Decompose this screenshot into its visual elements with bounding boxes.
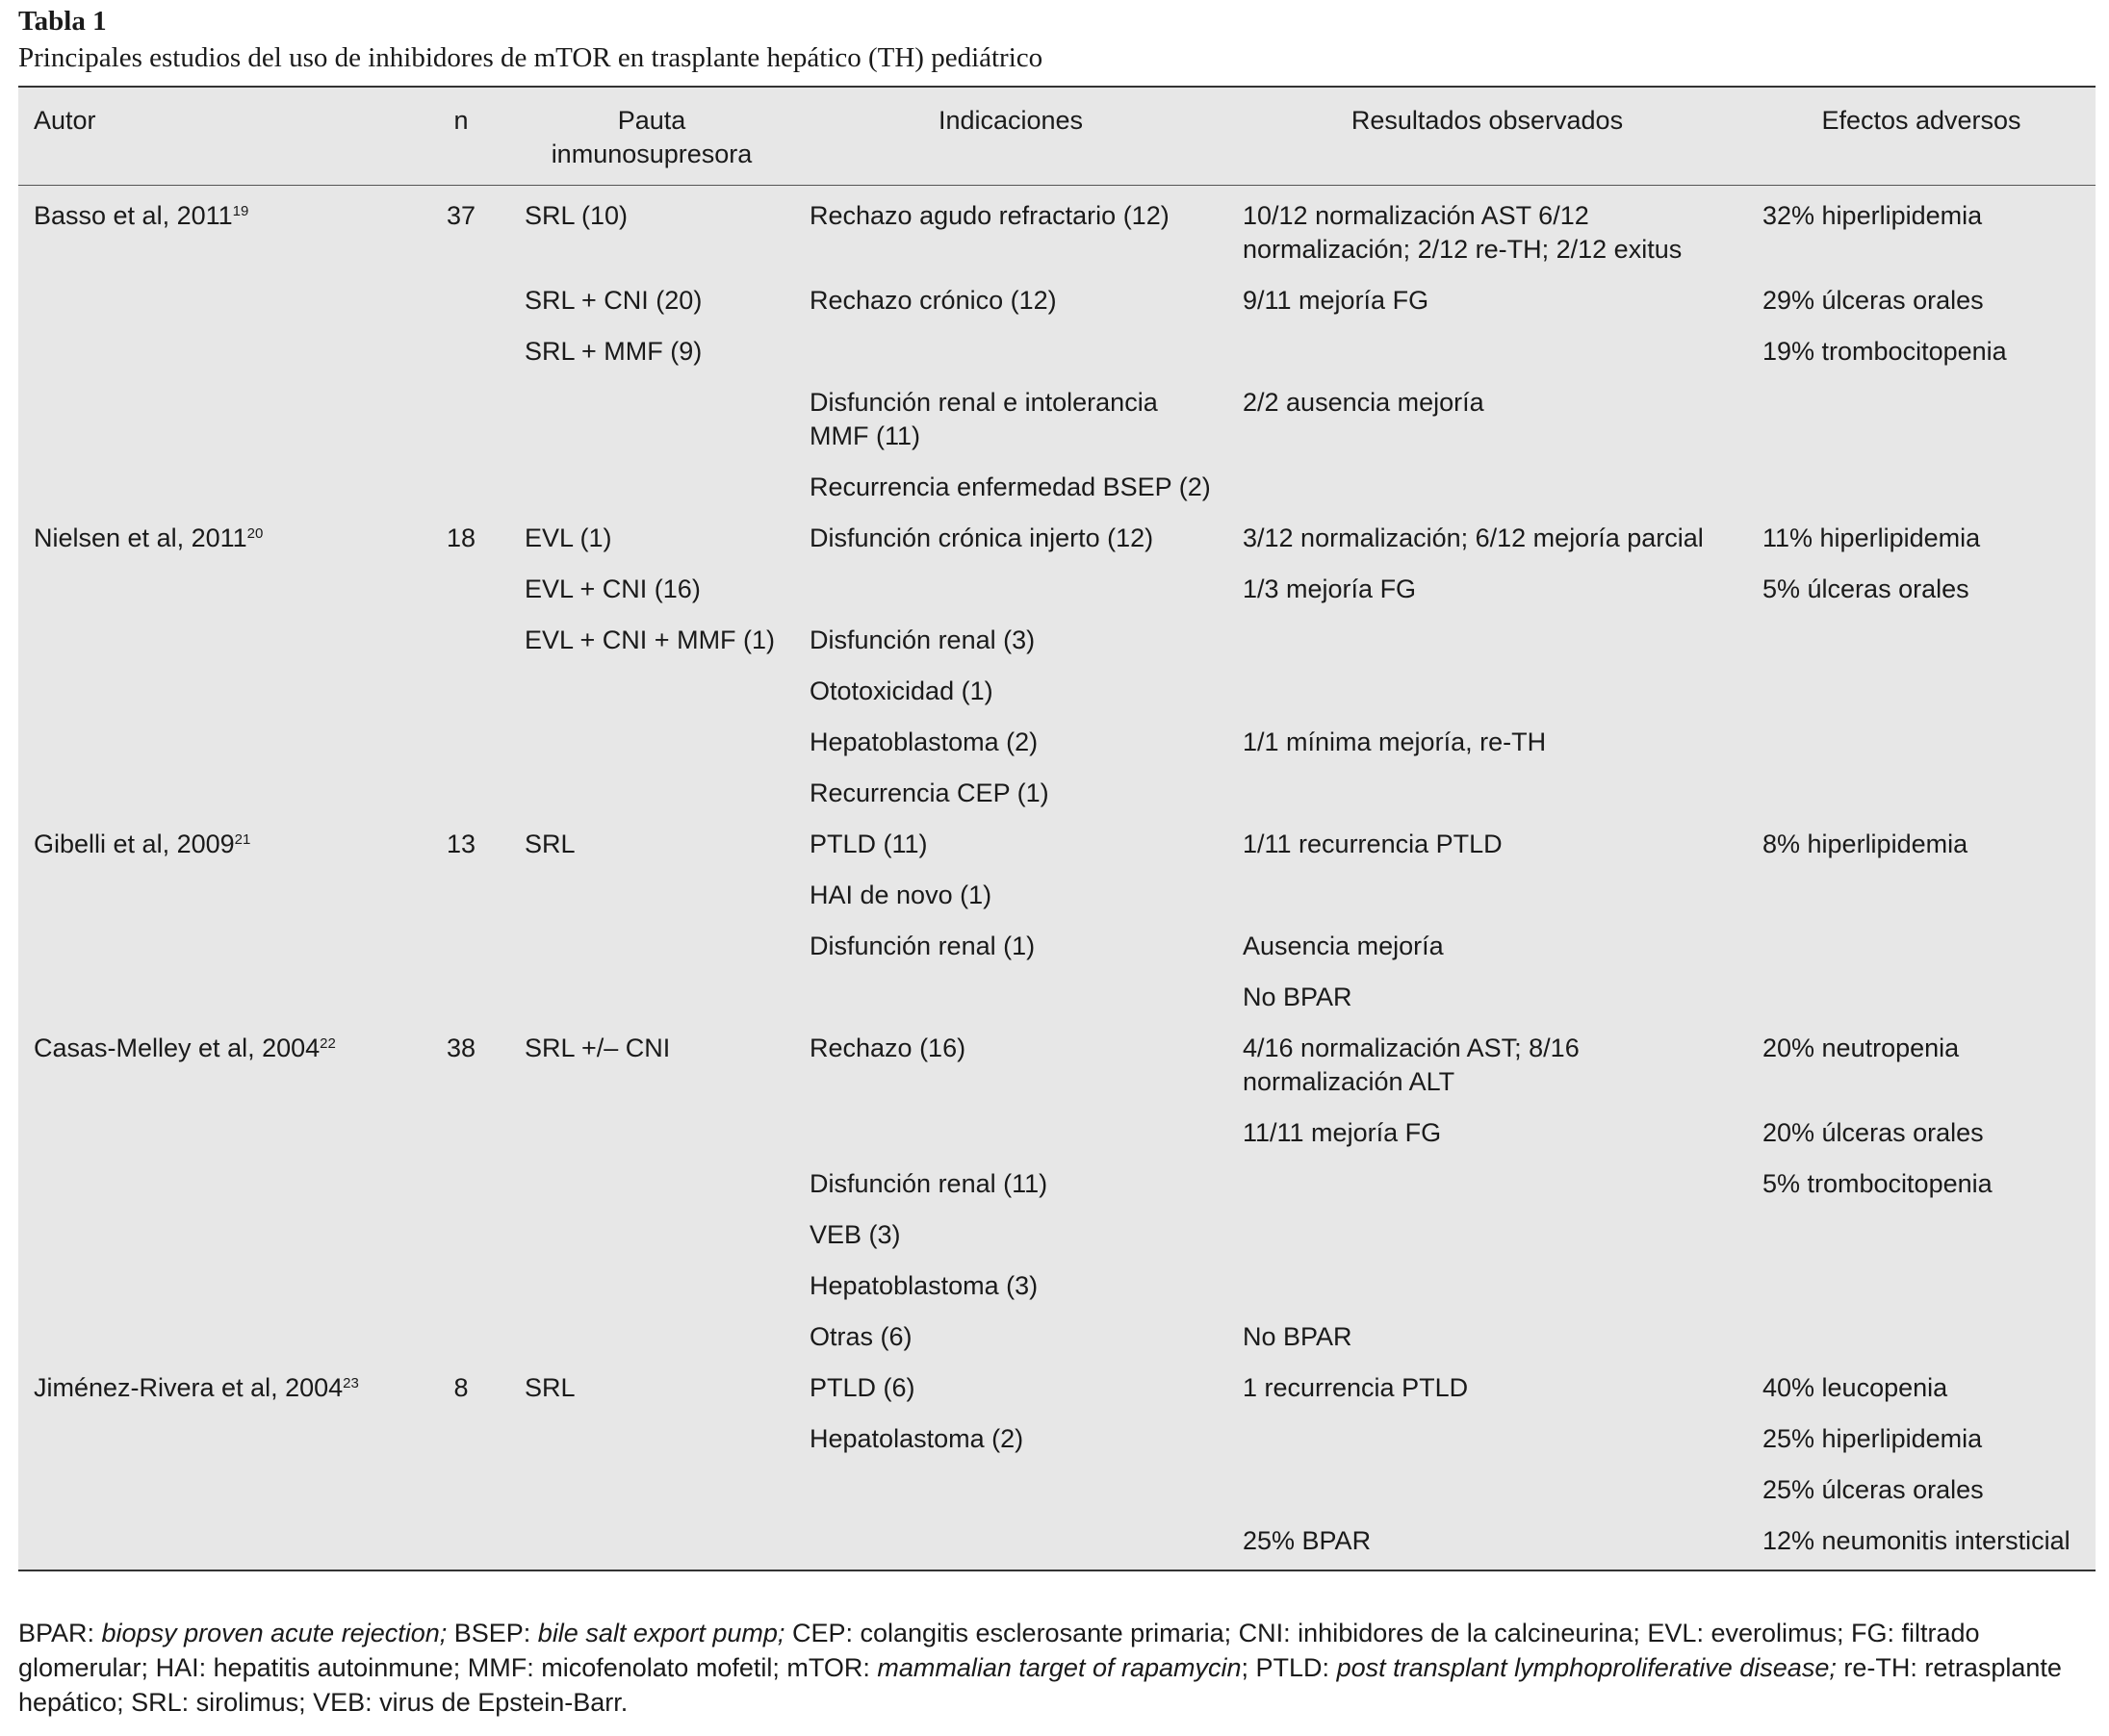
cell-resultado [1227,565,1747,616]
cell-efecto [1747,973,2096,1024]
table-row [18,973,2096,1024]
cell-text: Disfunción crónica injerto (12) [810,523,1154,552]
table-row [18,922,2096,973]
table-row [18,378,2096,463]
cell-resultado [1227,616,1747,667]
header-indicaciones: Indicaciones [794,88,1227,186]
cell-efecto [1747,186,2096,277]
cell-pauta [509,1466,794,1517]
cell-n [413,973,509,1024]
cell-autor [18,718,413,769]
cell-n [413,514,509,565]
cell-pauta [509,276,794,327]
cell-pauta [509,463,794,514]
cell-efecto [1747,1211,2096,1262]
cell-n [413,276,509,327]
cell-text: VEB (3) [810,1220,901,1249]
cell-text: 19% trombocitopenia [1762,337,2007,366]
cell-n [413,871,509,922]
table-row [18,463,2096,514]
cell-efecto [1747,1024,2096,1109]
cell-pauta [509,186,794,277]
footnote-definition: sirolimus; [195,1688,306,1717]
cell-autor [18,1466,413,1517]
cell-efecto [1747,1517,2096,1570]
cell-text: SRL + MMF (9) [525,337,703,366]
cell-autor [18,871,413,922]
cell-text: 25% úlceras orales [1762,1475,1984,1504]
cell-indicacion [794,718,1227,769]
cell-autor [18,769,413,820]
cell-n [413,769,509,820]
cell-indicacion [794,1313,1227,1364]
cell-indicacion [794,616,1227,667]
table-row [18,1160,2096,1211]
cell-efecto [1747,276,2096,327]
cell-resultado [1227,1211,1747,1262]
cell-resultado [1227,922,1747,973]
table-caption: Principales estudios del uso de inhibidores de mTOR en trasplante hepático (TH) pediátrico [18,42,1043,73]
cell-n [413,667,509,718]
cell-text: 3/12 normalización; 6/12 mejoría parcial [1243,523,1704,552]
table-row [18,565,2096,616]
table-row [18,820,2096,871]
cell-indicacion [794,1024,1227,1109]
cell-text: Casas-Melley et al, 2004 [34,1034,321,1062]
cell-autor [18,1517,413,1570]
footnote-definition: biopsy proven acute rejection; [101,1619,448,1647]
footnote-definition: inhibidores de la calcineurina; [1298,1619,1640,1647]
cell-efecto [1747,1262,2096,1313]
footnote-definition: hepatitis autoinmune; [213,1653,461,1682]
cell-text: 1/1 mínima mejoría, re-TH [1243,728,1547,756]
table-row [18,1517,2096,1570]
cell-n [413,1160,509,1211]
cell-autor [18,514,413,565]
cell-efecto [1747,769,2096,820]
footnote-definition: mammalian target of rapamycin [877,1653,1242,1682]
cell-pauta [509,1517,794,1570]
cell-indicacion [794,922,1227,973]
footnote-definition: everolimus; [1710,1619,1844,1647]
cell-autor [18,820,413,871]
cell-n [413,616,509,667]
cell-n [413,922,509,973]
cell-resultado [1227,769,1747,820]
footnote-definition: micofenolato mofetil; [541,1653,780,1682]
header-efectos: Efectos adversos [1747,88,2096,186]
header-autor: Autor [18,88,413,186]
footnote-abbr: re-TH: [1836,1653,1925,1682]
cell-text: 8% hiperlipidemia [1762,830,1968,858]
cell-pauta [509,1313,794,1364]
cell-text: Recurrencia enfermedad BSEP (2) [810,472,1211,501]
cell-n [413,1262,509,1313]
cell-text: No BPAR [1243,1322,1352,1351]
cell-pauta [509,378,794,463]
cell-pauta [509,667,794,718]
footnote-abbr: MMF: [460,1653,542,1682]
cell-text: Nielsen et al, 2011 [34,523,247,552]
cell-pauta [509,1415,794,1466]
cell-indicacion [794,378,1227,463]
cell-autor [18,186,413,277]
cell-resultado [1227,973,1747,1024]
cell-indicacion [794,820,1227,871]
table-row [18,1211,2096,1262]
footnote-abbr: BPAR: [18,1619,102,1647]
cell-text: HAI de novo (1) [810,881,992,909]
cell-n [413,327,509,378]
table-footnote [18,1616,2078,1720]
cell-indicacion [794,327,1227,378]
table-row [18,1024,2096,1109]
cell-text: Rechazo agudo refractario (12) [810,201,1170,230]
cell-efecto [1747,565,2096,616]
cell-indicacion [794,276,1227,327]
cell-text: 40% leucopenia [1762,1373,1948,1402]
cell-indicacion [794,1160,1227,1211]
cell-text: 37 [446,201,476,230]
footnote-abbr: SRL: [123,1688,196,1717]
cell-pauta [509,871,794,922]
table-row [18,514,2096,565]
document-page [18,0,2096,75]
cell-text: 20% úlceras orales [1762,1118,1984,1147]
cell-text: Hepatolastoma (2) [810,1424,1024,1453]
cell-text: SRL [525,1373,576,1402]
footnote-abbr: HAI: [148,1653,214,1682]
cell-text: Otras (6) [810,1322,913,1351]
cell-n [413,1313,509,1364]
header-row [18,88,2096,186]
cell-autor [18,1109,413,1160]
cell-text: Disfunción renal e intolerancia MMF (11) [810,388,1158,450]
cell-text: SRL + CNI (20) [525,286,703,315]
table-row [18,1313,2096,1364]
cell-text: SRL +/– CNI [525,1034,671,1062]
cell-indicacion [794,1415,1227,1466]
cell-resultado [1227,1262,1747,1313]
cell-indicacion [794,1364,1227,1415]
cell-n [413,186,509,277]
header-resultados: Resultados observados [1227,88,1747,186]
cell-efecto [1747,1160,2096,1211]
cell-efecto [1747,667,2096,718]
table-label: Tabla 1 [18,6,107,37]
cell-resultado [1227,186,1747,277]
footnote-abbr: mTOR: [779,1653,878,1682]
cell-text: 5% trombocitopenia [1762,1169,1993,1198]
cell-efecto [1747,378,2096,463]
table-row [18,327,2096,378]
cell-indicacion [794,1262,1227,1313]
reference-superscript: 22 [320,1035,336,1052]
cell-text: PTLD (11) [810,830,928,858]
cell-autor [18,1364,413,1415]
cell-pauta [509,769,794,820]
cell-autor [18,616,413,667]
cell-pauta [509,1364,794,1415]
cell-text: 18 [446,523,476,552]
footnote-abbr: ; PTLD: [1241,1653,1337,1682]
table-row [18,871,2096,922]
cell-pauta [509,1024,794,1109]
footnote-abbr: FG: [1843,1619,1902,1647]
cell-autor [18,1160,413,1211]
cell-text: Rechazo crónico (12) [810,286,1057,315]
cell-efecto [1747,327,2096,378]
table-row [18,276,2096,327]
cell-efecto [1747,1364,2096,1415]
cell-autor [18,327,413,378]
table-body [18,186,2096,1570]
reference-superscript: 20 [246,525,264,542]
table-row [18,1109,2096,1160]
cell-indicacion [794,1211,1227,1262]
cell-autor [18,565,413,616]
table-row [18,667,2096,718]
cell-resultado [1227,514,1747,565]
cell-n [413,1364,509,1415]
cell-text: 12% neumonitis intersticial [1762,1526,2070,1555]
cell-text: Disfunción renal (3) [810,625,1036,654]
cell-resultado [1227,1160,1747,1211]
table-row [18,1364,2096,1415]
footnote-abbr: BSEP: [447,1619,538,1647]
cell-text: 1 recurrencia PTLD [1243,1373,1469,1402]
cell-text: 2/2 ausencia mejoría [1243,388,1484,417]
cell-text: Gibelli et al, 2009 [34,830,235,858]
cell-indicacion [794,514,1227,565]
cell-pauta [509,1160,794,1211]
cell-n [413,378,509,463]
reference-superscript: 23 [343,1375,359,1391]
cell-resultado [1227,378,1747,463]
cell-text: EVL (1) [525,523,612,552]
cell-text: EVL + CNI (16) [525,574,701,603]
table-row [18,1262,2096,1313]
cell-text: 1/11 recurrencia PTLD [1243,830,1503,858]
footnote-definition: filtrado glomerular; [18,1619,1980,1682]
cell-resultado [1227,1109,1747,1160]
cell-pauta [509,565,794,616]
cell-resultado [1227,718,1747,769]
cell-autor [18,1211,413,1262]
cell-efecto [1747,922,2096,973]
cell-text: Disfunción renal (1) [810,932,1036,960]
cell-n [413,1109,509,1160]
cell-indicacion [794,463,1227,514]
cell-autor [18,276,413,327]
cell-indicacion [794,769,1227,820]
cell-text: SRL (10) [525,201,629,230]
table-row [18,1466,2096,1517]
cell-autor [18,1024,413,1109]
cell-n [413,1415,509,1466]
footnote-definition: retrasplante hepático; [18,1653,2062,1717]
reference-superscript: 19 [232,203,249,219]
cell-resultado [1227,1415,1747,1466]
cell-indicacion [794,973,1227,1024]
cell-resultado [1227,871,1747,922]
cell-resultado [1227,1364,1747,1415]
cell-text: 13 [446,830,476,858]
cell-text: 38 [446,1034,476,1062]
cell-pauta [509,718,794,769]
table-header [18,88,2096,186]
cell-indicacion [794,667,1227,718]
cell-pauta [509,973,794,1024]
cell-pauta [509,820,794,871]
cell-text: PTLD (6) [810,1373,915,1402]
cell-efecto [1747,463,2096,514]
cell-resultado [1227,820,1747,871]
cell-n [413,1466,509,1517]
cell-efecto [1747,718,2096,769]
table-row [18,616,2096,667]
footnote-abbr: CNI: [1231,1619,1299,1647]
cell-pauta [509,514,794,565]
cell-text: 9/11 mejoría FG [1243,286,1429,315]
cell-efecto [1747,616,2096,667]
cell-text: 11% hiperlipidemia [1762,523,1981,552]
cell-indicacion [794,1109,1227,1160]
header-n: n [413,88,509,186]
cell-text: 25% hiperlipidemia [1762,1424,1983,1453]
cell-resultado [1227,463,1747,514]
cell-text: Jiménez-Rivera et al, 2004 [34,1373,344,1402]
cell-autor [18,463,413,514]
cell-n [413,1517,509,1570]
cell-pauta [509,922,794,973]
table-row [18,186,2096,277]
footnote-abbr: EVL: [1639,1619,1711,1647]
cell-autor [18,667,413,718]
cell-n [413,718,509,769]
cell-resultado [1227,1024,1747,1109]
footnote-definition: virus de Epstein-Barr. [379,1688,629,1717]
cell-efecto [1747,1313,2096,1364]
cell-pauta [509,1211,794,1262]
cell-efecto [1747,1415,2096,1466]
cell-text: Ausencia mejoría [1243,932,1444,960]
cell-efecto [1747,1109,2096,1160]
cell-resultado [1227,667,1747,718]
cell-indicacion [794,1517,1227,1570]
cell-text: No BPAR [1243,983,1352,1011]
table-row [18,769,2096,820]
cell-n [413,1024,509,1109]
cell-n [413,820,509,871]
cell-text: Disfunción renal (11) [810,1169,1048,1198]
cell-efecto [1747,820,2096,871]
reference-superscript: 21 [234,831,251,848]
cell-text: 20% neutropenia [1762,1034,1960,1062]
cell-resultado [1227,1466,1747,1517]
cell-text: EVL + CNI + MMF (1) [525,625,776,654]
cell-efecto [1747,871,2096,922]
cell-indicacion [794,186,1227,277]
footnote-abbr: VEB: [305,1688,380,1717]
cell-pauta [509,327,794,378]
cell-efecto [1747,514,2096,565]
cell-autor [18,1313,413,1364]
cell-indicacion [794,1466,1227,1517]
cell-resultado [1227,276,1747,327]
cell-autor [18,973,413,1024]
cell-text: 29% úlceras orales [1762,286,1984,315]
cell-text: 10/12 normalización AST 6/12 normalización; 2/12 re-TH; 2/12 exitus [1243,201,1683,264]
cell-resultado [1227,1517,1747,1570]
table-row [18,1415,2096,1466]
table-row [18,718,2096,769]
table-container [18,86,2096,1571]
cell-text: Hepatoblastoma (3) [810,1271,1039,1300]
footnote-abbr: CEP: [784,1619,861,1647]
cell-n [413,1211,509,1262]
cell-text: 5% úlceras orales [1762,574,1969,603]
cell-pauta [509,1262,794,1313]
cell-autor [18,1415,413,1466]
cell-text: Hepatoblastoma (2) [810,728,1039,756]
cell-autor [18,1262,413,1313]
cell-efecto [1747,1466,2096,1517]
cell-text: 4/16 normalización AST; 8/16 normalización ALT [1243,1034,1580,1096]
footnote-definition: colangitis esclerosante primaria; [860,1619,1232,1647]
footnote-definition: post transplant lymphoproliferative disease; [1336,1653,1837,1682]
cell-text: 1/3 mejoría FG [1243,574,1417,603]
cell-text: 11/11 mejoría FG [1243,1118,1442,1147]
cell-n [413,565,509,616]
cell-text: 32% hiperlipidemia [1762,201,1983,230]
cell-text: 8 [453,1373,469,1402]
cell-text: Rechazo (16) [810,1034,966,1062]
cell-text: Basso et al, 2011 [34,201,233,230]
cell-text: SRL [525,830,576,858]
studies-table [18,88,2096,1570]
cell-indicacion [794,565,1227,616]
cell-autor [18,922,413,973]
cell-indicacion [794,871,1227,922]
cell-text: Recurrencia CEP (1) [810,779,1049,807]
cell-n [413,463,509,514]
cell-autor [18,378,413,463]
cell-resultado [1227,327,1747,378]
header-pauta: Pauta inmunosupresora [509,88,794,186]
cell-resultado [1227,1313,1747,1364]
cell-text: 25% BPAR [1243,1526,1372,1555]
cell-text: Ototoxicidad (1) [810,677,993,705]
cell-pauta [509,1109,794,1160]
footnote-definition: bile salt export pump; [537,1619,785,1647]
cell-pauta [509,616,794,667]
